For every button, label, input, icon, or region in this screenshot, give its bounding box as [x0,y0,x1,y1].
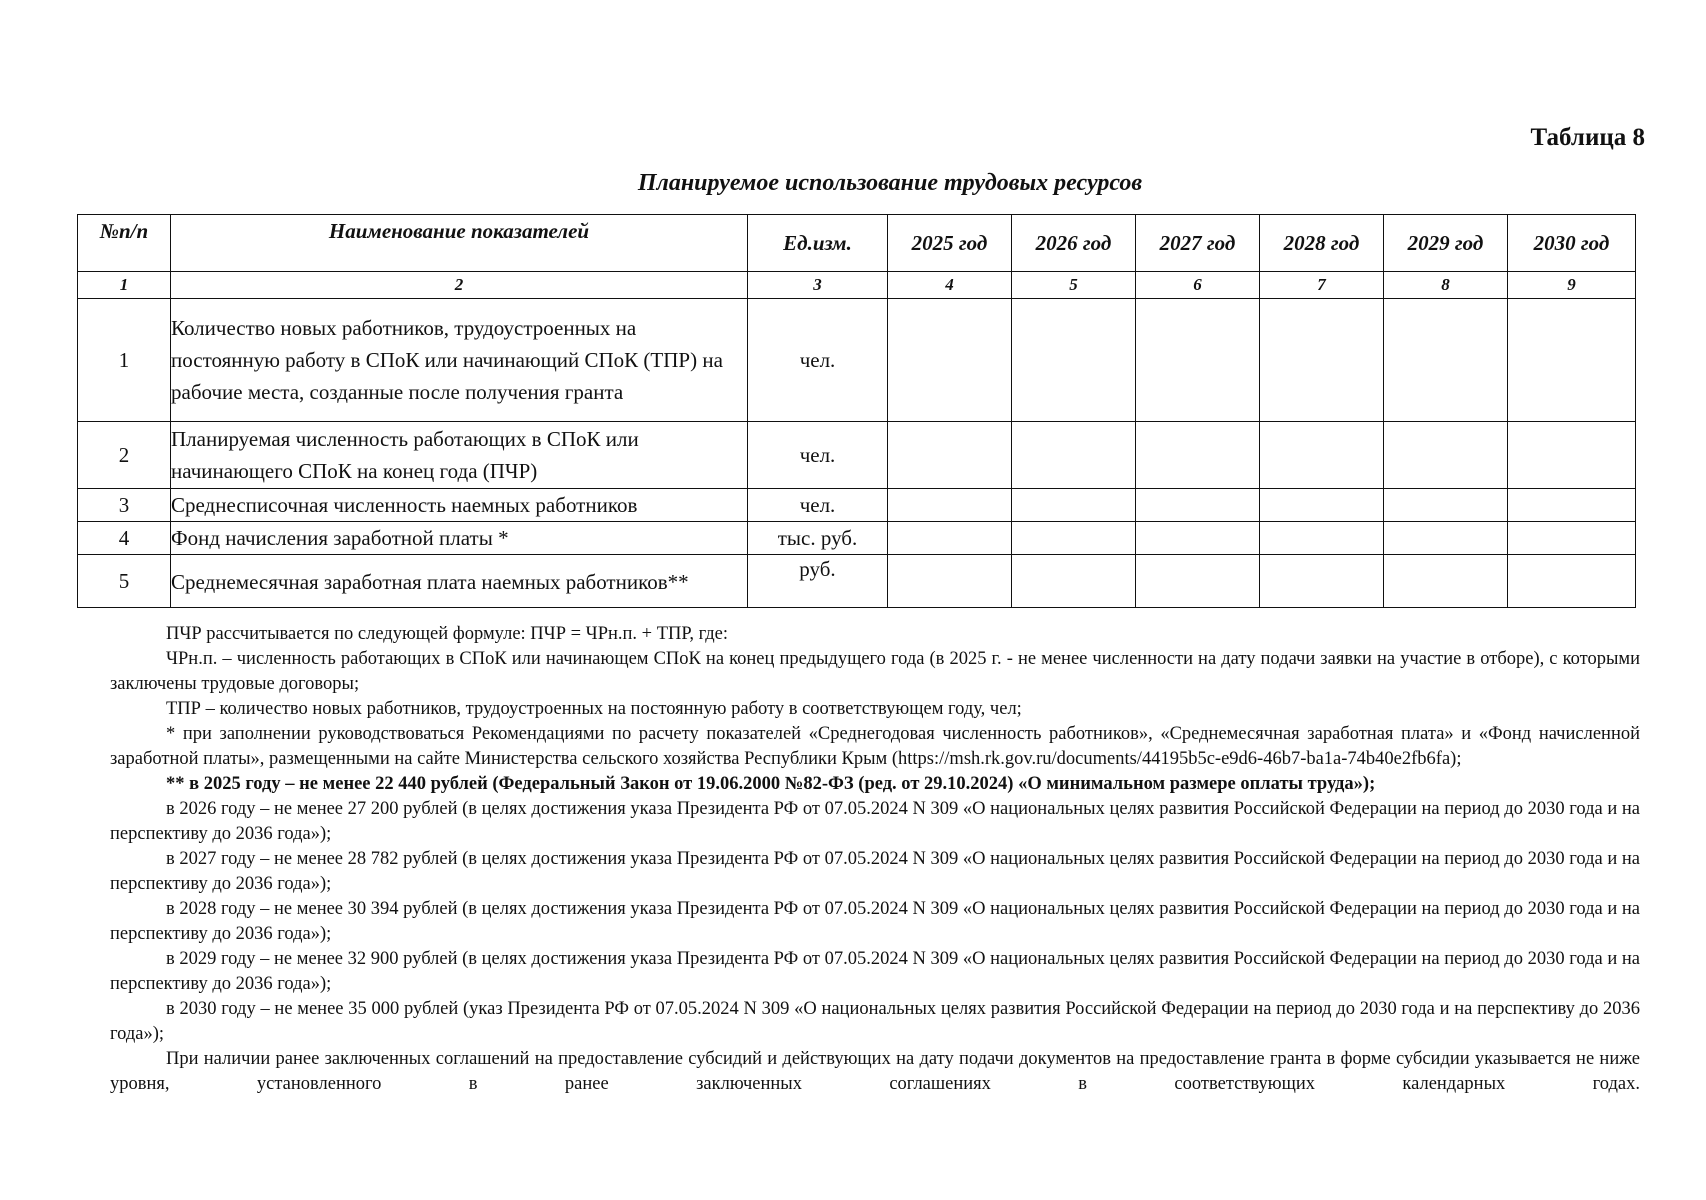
row-number: 3 [78,489,171,522]
empty-value-cell[interactable] [888,489,1012,522]
table-row [78,555,1636,608]
header-year-2029: 2029 год [1384,215,1508,272]
column-index: 4 [888,272,1012,299]
empty-value-cell[interactable] [1508,299,1636,422]
row-unit: чел. [748,299,888,422]
table-number: Таблица 8 [1530,124,1645,151]
note-wage-2026: в 2026 году – не менее 27 200 рублей (в целях достижения указа Президента РФ от 07.05.2024 N 309 «О национальных целях развития Российской Федерации на период до 2030 года и на перспективу до 2036 года»); [110,799,1640,844]
table-row [78,422,1636,489]
column-index-row [78,272,1636,299]
table-row [78,522,1636,555]
row-number: 2 [78,422,171,489]
empty-value-cell[interactable] [1136,299,1260,422]
empty-value-cell[interactable] [1260,489,1384,522]
header-year-2028: 2028 год [1260,215,1384,272]
header-year-2030: 2030 год [1508,215,1636,272]
empty-value-cell[interactable] [1384,422,1508,489]
empty-value-cell[interactable] [1012,299,1136,422]
empty-value-cell[interactable] [1508,489,1636,522]
empty-value-cell[interactable] [888,422,1012,489]
note-chrnp: ЧРн.п. – численность работающих в СПоК или начинающем СПоК на конец предыдущего года (в 2025 г. - не менее численности на дату подачи заявки на участие в отборе), с которыми заключены трудовые договоры; [110,649,1640,694]
row-unit: чел. [748,489,888,522]
table-header-row [78,215,1636,272]
row-indicator-name: Планируемая численность работающих в СПоК или начинающего СПоК на конец года (ПЧР) [171,422,748,489]
note-wage-2025: ** в 2025 году – не менее 22 440 рублей (Федеральный Закон от 19.06.2000 №82-ФЗ (ред. от 29.10.2024) «О минимальном размере оплаты труда»); [166,774,1376,794]
empty-value-cell[interactable] [1260,522,1384,555]
column-index: 1 [78,272,171,299]
table-row [78,489,1636,522]
table-row [78,299,1636,422]
header-year-2025: 2025 год [888,215,1012,272]
empty-value-cell[interactable] [1508,522,1636,555]
column-index: 7 [1260,272,1384,299]
column-index: 5 [1012,272,1136,299]
empty-value-cell[interactable] [1012,555,1136,608]
header-name: Наименование показателей [171,215,748,272]
note-prior-agreements: При наличии ранее заключенных соглашений на предоставление субсидий и действующих на дату подачи документов на предоставление гранта в форме субсидии указывается не ниже уровня, установленного в ранее заключенных соглашениях в соответствующих календарных годах. [110,1049,1640,1094]
empty-value-cell[interactable] [1384,489,1508,522]
empty-value-cell[interactable] [888,555,1012,608]
empty-value-cell[interactable] [1384,522,1508,555]
header-num: №п/п [78,215,171,272]
column-index: 6 [1136,272,1260,299]
column-index: 2 [171,272,748,299]
row-indicator-name: Среднесписочная численность наемных работников [171,489,748,522]
note-formula: ПЧР рассчитывается по следующей формуле: ПЧР = ЧРн.п. + ТПР, где: [166,624,729,644]
empty-value-cell[interactable] [1384,299,1508,422]
column-index: 8 [1384,272,1508,299]
empty-value-cell[interactable] [1508,555,1636,608]
note-wage-2028: в 2028 году – не менее 30 394 рублей (в целях достижения указа Президента РФ от 07.05.2024 N 309 «О национальных целях развития Российской Федерации на период до 2030 года и на перспективу до 2036 года»); [110,899,1640,944]
empty-value-cell[interactable] [1012,522,1136,555]
empty-value-cell[interactable] [1136,522,1260,555]
empty-value-cell[interactable] [1136,489,1260,522]
labor-resources-table [77,214,1636,608]
row-unit: чел. [748,422,888,489]
note-tpr: ТПР – количество новых работников, трудоустроенных на постоянную работу в соответствующем году, чел; [166,699,1022,719]
row-unit: руб. [748,555,888,608]
empty-value-cell[interactable] [1136,555,1260,608]
row-number: 5 [78,555,171,608]
page-title: Планируемое использование трудовых ресурсов [637,170,1143,196]
row-indicator-name: Фонд начисления заработной платы * [171,522,748,555]
empty-value-cell[interactable] [1136,422,1260,489]
empty-value-cell[interactable] [1012,422,1136,489]
note-recommendations: * при заполнении руководствоваться Рекомендациями по расчету показателей «Среднегодовая численность работников», «Среднемесячная заработная плата» и «Фонд начисленной заработной платы», размещенными на сайте Министерства сельского хозяйства Республики Крым (https://msh.rk.gov.ru/documents/44195b5c-e9d6-46b7-ba1a-74b40e2fb6fa); [110,724,1640,769]
footnotes [110,622,1640,1097]
header-unit: Ед.изм. [748,215,888,272]
header-year-2027: 2027 год [1136,215,1260,272]
row-indicator-name: Среднемесячная заработная плата наемных работников** [171,555,748,608]
empty-value-cell[interactable] [1012,489,1136,522]
empty-value-cell[interactable] [1384,555,1508,608]
row-indicator-name: Количество новых работников, трудоустроенных на постоянную работу в СПоК или начинающий СПоК (ТПР) на рабочие места, созданные после получения гранта [171,299,748,422]
note-wage-2029: в 2029 году – не менее 32 900 рублей (в целях достижения указа Президента РФ от 07.05.2024 N 309 «О национальных целях развития Российской Федерации на период до 2030 года и на перспективу до 2036 года»); [110,949,1640,994]
empty-value-cell[interactable] [1508,422,1636,489]
empty-value-cell[interactable] [888,299,1012,422]
note-wage-2027: в 2027 году – не менее 28 782 рублей (в целях достижения указа Президента РФ от 07.05.2024 N 309 «О национальных целях развития Российской Федерации на период до 2030 года и на перспективу до 2036 года»); [110,849,1640,894]
note-wage-2030: в 2030 году – не менее 35 000 рублей (указ Президента РФ от 07.05.2024 N 309 «О национальных целях развития Российской Федерации на период до 2030 года и на перспективу до 2036 года»); [110,999,1640,1044]
column-index: 3 [748,272,888,299]
row-unit: тыс. руб. [748,522,888,555]
header-year-2026: 2026 год [1012,215,1136,272]
row-number: 1 [78,299,171,422]
empty-value-cell[interactable] [888,522,1012,555]
empty-value-cell[interactable] [1260,422,1384,489]
column-index: 9 [1508,272,1636,299]
empty-value-cell[interactable] [1260,555,1384,608]
row-number: 4 [78,522,171,555]
empty-value-cell[interactable] [1260,299,1384,422]
